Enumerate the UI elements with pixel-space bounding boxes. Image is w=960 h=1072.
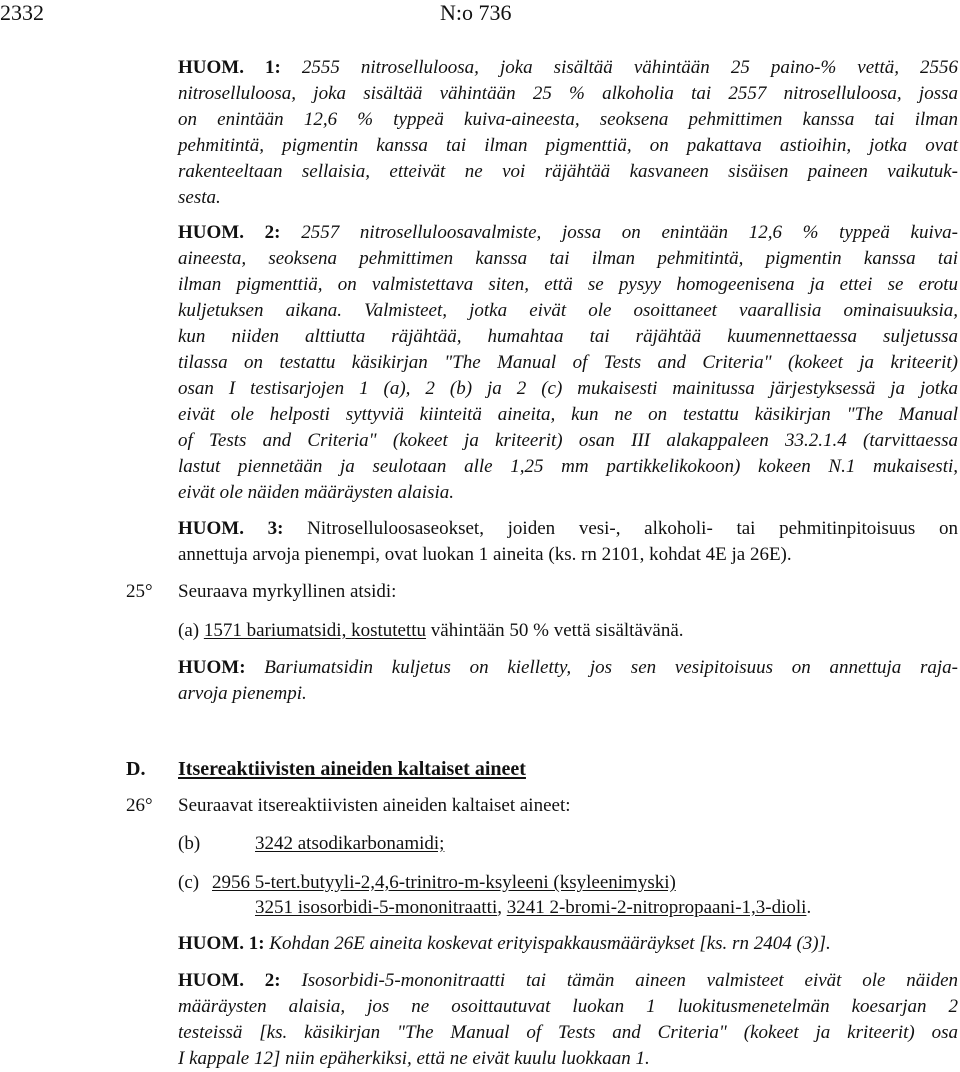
item-26-c-label: (c) <box>178 872 200 893</box>
section-d-letter: D. <box>126 758 146 780</box>
note-2-line: eivät ole helposti syttyviä kiinteitä aineita, kun ne on testattu käsikirjan "The Manual <box>178 404 958 425</box>
note-3-line: HUOM. 3: Nitroselluloosaseokset, joiden vesi-, alkoholi- tai pehmitinpitoisuus on <box>178 518 958 539</box>
item-25-note-lead: HUOM: <box>178 657 246 678</box>
note-1-line: pehmitintä, pigmentin kanssa tai ilman pigmenttiä, on pakattava astioihin, jotka ovat <box>178 135 958 156</box>
item-26-note-2-line: HUOM. 2: Isosorbidi-5-mononitraatti tai tämän aineen valmisteet eivät ole näiden <box>178 970 959 991</box>
section-d-title: Itsereaktiivisten aineiden kaltaiset aineet <box>178 758 526 780</box>
item-26-note-2-lead: HUOM. 2: <box>178 970 281 991</box>
note-2-line: kun niiden alttiutta räjähtää, humahtaa tai räjähtää kuumennettaessa suljetussa <box>178 326 958 347</box>
item-26-note-1-lead: HUOM. 1: <box>178 933 265 954</box>
note-1-lead: HUOM. 1: <box>178 57 281 78</box>
note-2-lead: HUOM. 2: <box>178 222 281 243</box>
note-1-line: rakenteeltaan sellaisia, etteivät ne voi räjähtää kasvaneen sisäisen paineen vaikutuk- <box>178 161 958 182</box>
barium-azide-link[interactable]: 1571 bariumatsidi, kostutettu <box>203 620 427 641</box>
note-2-line: lastut piennetään ja seulotaan alle 1,25 mm partikkelikokoon) kokeen N.1 mukaisesti, <box>178 456 958 477</box>
item-25-a-line <box>178 620 684 642</box>
item-26-heading: Seuraavat itsereaktiivisten aineiden kaltaiset aineet: <box>178 795 571 816</box>
item-25-heading: Seuraava myrkyllinen atsidi: <box>178 581 397 602</box>
note-1-line: sesta. <box>178 187 221 208</box>
isosorbide-link[interactable]: 3251 isosorbidi-5-mononitraatti <box>255 897 498 918</box>
item-25-note-line: arvoja pienempi. <box>178 683 307 704</box>
item-26-note-2-line: testeissä [ks. käsikirjan "The Manual of Tests and Criteria" (kokeet ja kriteerit) osa <box>178 1022 958 1043</box>
note-1-line: on enintään 12,6 % typpeä kuiva-aineesta, seoksena pehmittimen kanssa tai ilman <box>178 109 958 130</box>
note-1-line: HUOM. 1: 2555 nitroselluloosa, joka sisältää vähintään 25 paino-% vettä, 2556 <box>178 57 958 78</box>
item-26-note-2-line: I kappale 12] niin epäherkiksi, että ne eivät kuulu luokkaan 1. <box>178 1048 650 1069</box>
item-26-note-2-line: määräysten alaisia, jos ne osoittautuvat luokan 1 luokitusmenetelmän koesarjan 2 <box>178 996 958 1017</box>
item-25-number: 25° <box>126 581 153 602</box>
note-2-line: of Tests and Criteria" (kokeet ja kriteerit) osan III alakappaleen 33.2.1.4 (tarvittaessa <box>178 430 958 451</box>
azodicarbonamide-link[interactable]: 3242 atsodikarbonamidi; <box>255 833 445 854</box>
issue-number: N:o 736 <box>440 0 512 25</box>
musk-xylene-link[interactable]: 2956 5-tert.butyyli-2,4,6-trinitro-m-ksyleeni (ksyleenimyski) <box>212 872 676 893</box>
note-2-line: HUOM. 2: 2557 nitroselluloosavalmiste, jossa on enintään 12,6 % typpeä kuiva- <box>178 222 959 243</box>
note-3-line: annettuja arvoja pienempi, ovat luokan 1 aineita (ks. rn 2101, kohdat 4E ja 26E). <box>178 544 792 565</box>
item-26-b-label: (b) <box>178 833 201 854</box>
bronopol-link[interactable]: 3241 2-bromi-2-nitropropaani-1,3-dioli <box>506 897 807 918</box>
item-25-a-rest: vähintään 50 % vettä sisältävänä. <box>430 620 684 641</box>
item-26-number: 26° <box>126 795 153 816</box>
note-2-line: kuljetuksen aikana. Valmisteet, jotka eivät ole osoittaneet vaarallisia ominaisuuksia, <box>178 300 958 321</box>
item-26-note-1: HUOM. 1: Kohdan 26E aineita koskevat erityispakkausmääräykset [ks. rn 2404 (3)]. <box>178 933 831 954</box>
note-3-lead: HUOM. 3: <box>178 518 284 539</box>
note-1-line: nitroselluloosa, joka sisältää vähintään 25 % alkoholia tai 2557 nitroselluloosa, jossa <box>178 83 958 104</box>
note-2-line: eivät ole näiden määräysten alaisia. <box>178 482 454 503</box>
item-26-c2-line: 3251 isosorbidi-5-mononitraatti, 3241 2-bromi-2-nitropropaani-1,3-dioli. <box>255 897 812 918</box>
note-2-line: tilassa on testattu käsikirjan "The Manual of Tests and Criteria" (kokeet ja kriteerit) <box>178 352 958 373</box>
note-2-line: ilman pigmenttiä, on valmistettava siten, että se pysyy homogeenisena ja ettei se erotu <box>178 274 958 295</box>
item-25-a-label: (a) <box>178 620 200 641</box>
note-2-line: aineesta, seoksena pehmittimen kanssa tai ilman pehmitintä, pigmentin kanssa tai <box>178 248 958 269</box>
page-number: 2332 <box>0 0 44 25</box>
item-25-note-line: HUOM: Bariumatsidin kuljetus on kielletty, jos sen vesipitoisuus on annettuja raja- <box>178 657 959 678</box>
note-2-line: osan I testisarjojen 1 (a), 2 (b) ja 2 (c) mukaisesti mainitussa järjestyksessä ja jotka <box>178 378 958 399</box>
